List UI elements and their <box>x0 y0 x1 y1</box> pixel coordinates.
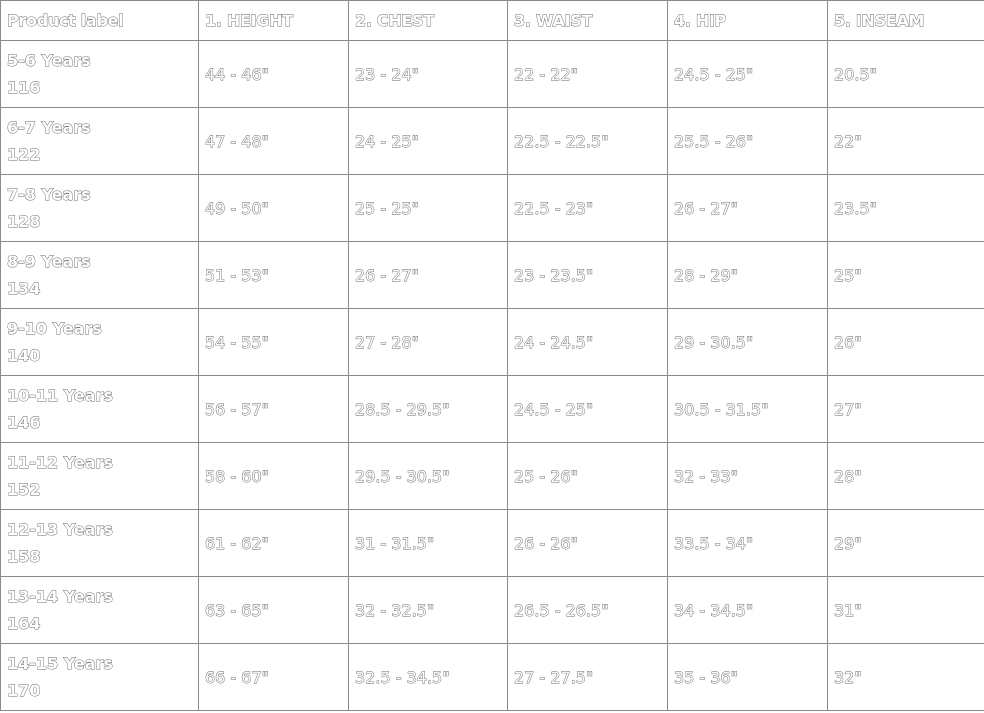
age-range-label: 14-15 Years <box>7 654 113 673</box>
waist-cell: 23 - 23.5" <box>508 242 668 309</box>
table-row <box>1 41 984 108</box>
table-row <box>1 309 984 376</box>
hip-cell: 28 - 29" <box>668 242 828 309</box>
waist-cell: 26.5 - 26.5" <box>508 577 668 644</box>
size-number-label: 158 <box>7 547 41 566</box>
age-range-label: 7-8 Years <box>7 185 91 204</box>
chest-cell: 27 - 28" <box>349 309 508 376</box>
age-range-label: 8-9 Years <box>7 252 91 271</box>
table-row <box>1 175 984 242</box>
inseam-cell: 27" <box>828 376 984 443</box>
inseam-cell: 31" <box>828 577 984 644</box>
inseam-cell: 22" <box>828 108 984 175</box>
height-cell: 63 - 65" <box>199 577 349 644</box>
hip-cell: 24.5 - 25" <box>668 41 828 108</box>
age-range-label: 12-13 Years <box>7 520 113 539</box>
hip-cell: 33.5 - 34" <box>668 510 828 577</box>
inseam-cell: 28" <box>828 443 984 510</box>
hip-cell: 34 - 34.5" <box>668 577 828 644</box>
product-label-cell <box>1 443 199 510</box>
hip-cell: 29 - 30.5" <box>668 309 828 376</box>
header-height: 1. HEIGHT <box>199 1 349 41</box>
height-cell: 49 - 50" <box>199 175 349 242</box>
table-row <box>1 577 984 644</box>
product-label-cell <box>1 309 199 376</box>
hip-cell: 25.5 - 26" <box>668 108 828 175</box>
header-product-label: Product label <box>1 1 199 41</box>
table-row <box>1 108 984 175</box>
product-label-cell <box>1 510 199 577</box>
header-row <box>1 1 984 41</box>
height-cell: 66 - 67" <box>199 644 349 711</box>
size-number-label: 146 <box>7 413 41 432</box>
header-waist: 3. WAIST <box>508 1 668 41</box>
size-number-label: 134 <box>7 279 41 298</box>
product-label-cell <box>1 376 199 443</box>
table-row <box>1 443 984 510</box>
product-label-cell <box>1 175 199 242</box>
age-range-label: 11-12 Years <box>7 453 113 472</box>
table-row <box>1 376 984 443</box>
product-label-cell <box>1 644 199 711</box>
waist-cell: 24.5 - 25" <box>508 376 668 443</box>
chest-cell: 24 - 25" <box>349 108 508 175</box>
waist-cell: 22 - 22" <box>508 41 668 108</box>
age-range-label: 13-14 Years <box>7 587 113 606</box>
age-range-label: 10-11 Years <box>7 386 113 405</box>
header-hip: 4. HIP <box>668 1 828 41</box>
chest-cell: 32.5 - 34.5" <box>349 644 508 711</box>
chest-cell: 31 - 31.5" <box>349 510 508 577</box>
waist-cell: 25 - 26" <box>508 443 668 510</box>
chest-cell: 26 - 27" <box>349 242 508 309</box>
product-label-cell <box>1 577 199 644</box>
chest-cell: 25 - 25" <box>349 175 508 242</box>
product-label-cell <box>1 108 199 175</box>
height-cell: 51 - 53" <box>199 242 349 309</box>
hip-cell: 32 - 33" <box>668 443 828 510</box>
waist-cell: 27 - 27.5" <box>508 644 668 711</box>
waist-cell: 22.5 - 23" <box>508 175 668 242</box>
age-range-label: 6-7 Years <box>7 118 91 137</box>
age-range-label: 9-10 Years <box>7 319 102 338</box>
inseam-cell: 20.5" <box>828 41 984 108</box>
height-cell: 54 - 55" <box>199 309 349 376</box>
waist-cell: 26 - 26" <box>508 510 668 577</box>
waist-cell: 24 - 24.5" <box>508 309 668 376</box>
height-cell: 56 - 57" <box>199 376 349 443</box>
height-cell: 47 - 48" <box>199 108 349 175</box>
chest-cell: 23 - 24" <box>349 41 508 108</box>
inseam-cell: 23.5" <box>828 175 984 242</box>
size-number-label: 170 <box>7 681 41 700</box>
table-row <box>1 242 984 309</box>
inseam-cell: 25" <box>828 242 984 309</box>
hip-cell: 26 - 27" <box>668 175 828 242</box>
header-inseam: 5. INSEAM <box>828 1 984 41</box>
table-body <box>1 41 984 711</box>
table-row <box>1 644 984 711</box>
product-label-cell <box>1 242 199 309</box>
height-cell: 58 - 60" <box>199 443 349 510</box>
inseam-cell: 26" <box>828 309 984 376</box>
size-number-label: 164 <box>7 614 41 633</box>
size-number-label: 122 <box>7 145 41 164</box>
size-number-label: 140 <box>7 346 41 365</box>
chest-cell: 29.5 - 30.5" <box>349 443 508 510</box>
hip-cell: 35 - 36" <box>668 644 828 711</box>
size-number-label: 152 <box>7 480 41 499</box>
hip-cell: 30.5 - 31.5" <box>668 376 828 443</box>
height-cell: 61 - 62" <box>199 510 349 577</box>
height-cell: 44 - 46" <box>199 41 349 108</box>
size-number-label: 116 <box>7 78 41 97</box>
age-range-label: 5-6 Years <box>7 51 91 70</box>
waist-cell: 22.5 - 22.5" <box>508 108 668 175</box>
size-number-label: 128 <box>7 212 41 231</box>
inseam-cell: 29" <box>828 510 984 577</box>
product-label-cell <box>1 41 199 108</box>
table-row <box>1 510 984 577</box>
chest-cell: 32 - 32.5" <box>349 577 508 644</box>
chest-cell: 28.5 - 29.5" <box>349 376 508 443</box>
header-chest: 2. CHEST <box>349 1 508 41</box>
inseam-cell: 32" <box>828 644 984 711</box>
